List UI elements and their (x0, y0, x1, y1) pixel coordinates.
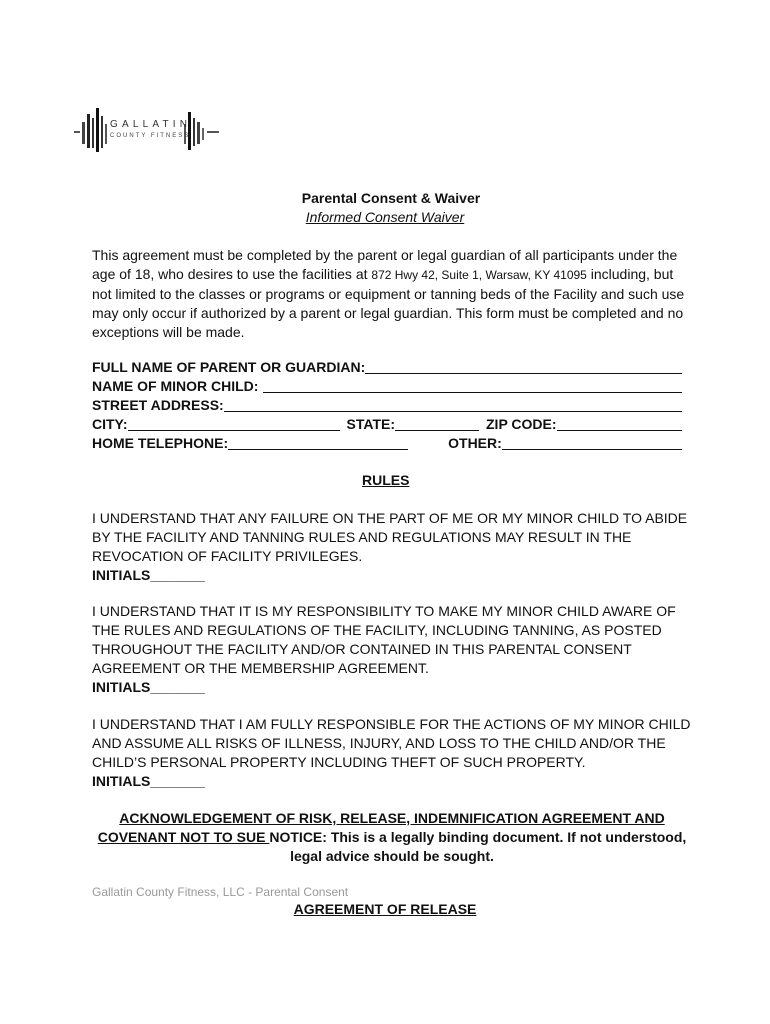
facility-address: 872 Hwy 42, Suite 1, Warsaw, KY 41095 (371, 268, 587, 282)
parent-name-field[interactable] (365, 358, 682, 374)
city-field[interactable] (128, 415, 340, 431)
rule-3-initials[interactable]: INITIALS_______ (92, 773, 205, 789)
minor-name-field[interactable] (263, 377, 682, 393)
home-telephone-field[interactable] (228, 434, 408, 450)
zip-code-label: ZIP CODE: (486, 416, 557, 432)
other-label: OTHER: (448, 435, 502, 451)
rule-1 (92, 509, 692, 585)
minor-name-label: NAME OF MINOR CHILD: (92, 378, 259, 394)
rule-3-text: I UNDERSTAND THAT I AM FULLY RESPONSIBLE FOR THE ACTIONS OF MY MINOR CHILD AND ASSUME ALL RISKS OF ILLNESS, INJURY, AND LOSS TO THE CHILD AND/OR THE CHILD’S PERSONAL PROPERTY INCLUDING THEFT OF SUCH PROPERTY. (92, 716, 691, 770)
state-field[interactable] (395, 415, 479, 431)
acknowledgement-block (92, 809, 692, 866)
rule-2-text: I UNDERSTAND THAT IT IS MY RESPONSIBILITY TO MAKE MY MINOR CHILD AWARE OF THE RULES AND REGULATIONS OF THE FACILITY, INCLUDING TANNING, AS POSTED THROUGHOUT THE FACILITY AND/OR CONTAINED IN THIS PARENTAL CONSENT AGREEMENT OR THE MEMBERSHIP AGREEMENT. (92, 603, 676, 676)
street-address-label: STREET ADDRESS: (92, 397, 224, 413)
field-row-parent (92, 358, 682, 377)
home-telephone-label: HOME TELEPHONE: (92, 435, 229, 451)
zip-code-field[interactable] (557, 415, 682, 431)
field-row-minor (92, 377, 682, 396)
gallatin-logo (74, 108, 224, 158)
intro-paragraph: This agreement must be completed by the parent or legal guardian of all participants under the age of 18, who desires to use the facilities at 872 Hwy 42, Suite 1, Warsaw, KY 41095 including, but not limited to the classes or programs or equipment or tanning beds of the Facility and such use may only occur if authorized by a parent or legal guardian. This form must be completed and no exceptions will be made. (92, 247, 685, 340)
logo-text-gallatin: GALLATIN (110, 119, 192, 130)
logo-text-county-fitness: COUNTY FITNESS (110, 133, 191, 139)
page-footer: Gallatin County Fitness, LLC - Parental Consent (92, 885, 349, 899)
agreement-of-release-heading: AGREEMENT OF RELEASE (293, 901, 477, 917)
contact-fields (92, 358, 682, 453)
rule-2 (92, 602, 692, 697)
rule-2-initials[interactable]: INITIALS_______ (92, 679, 205, 695)
parent-name-label: FULL NAME OF PARENT OR GUARDIAN: (92, 359, 366, 375)
acknowledgement-heading: ACKNOWLEDGEMENT OF RISK, RELEASE, INDEMNIFICATION AGREEMENT AND COVENANT NOT TO SUE (97, 810, 665, 845)
field-row-city (92, 415, 682, 434)
rule-1-text: I UNDERSTAND THAT ANY FAILURE ON THE PART OF ME OR MY MINOR CHILD TO ABIDE BY THE FACILITY AND TANNING RULES AND REGULATIONS MAY RESULT IN THE REVOCATION OF FACILITY PRIVILEGES. (92, 510, 688, 564)
rule-1-initials[interactable]: INITIALS_______ (92, 567, 205, 583)
legal-notice: NOTICE: This is a legally binding document. If not understood, legal advice should be sought. (269, 829, 687, 864)
document-subtitle: Informed Consent Waiver (305, 209, 465, 225)
rule-3 (92, 715, 692, 791)
street-address-field[interactable] (224, 396, 682, 412)
field-row-phone (92, 434, 682, 453)
field-row-street (92, 396, 682, 415)
document-title: Parental Consent & Waiver (301, 190, 481, 206)
other-field[interactable] (502, 434, 682, 450)
state-label: STATE: (346, 416, 395, 432)
rules-heading: RULES (362, 472, 410, 488)
city-label: CITY: (92, 416, 128, 432)
